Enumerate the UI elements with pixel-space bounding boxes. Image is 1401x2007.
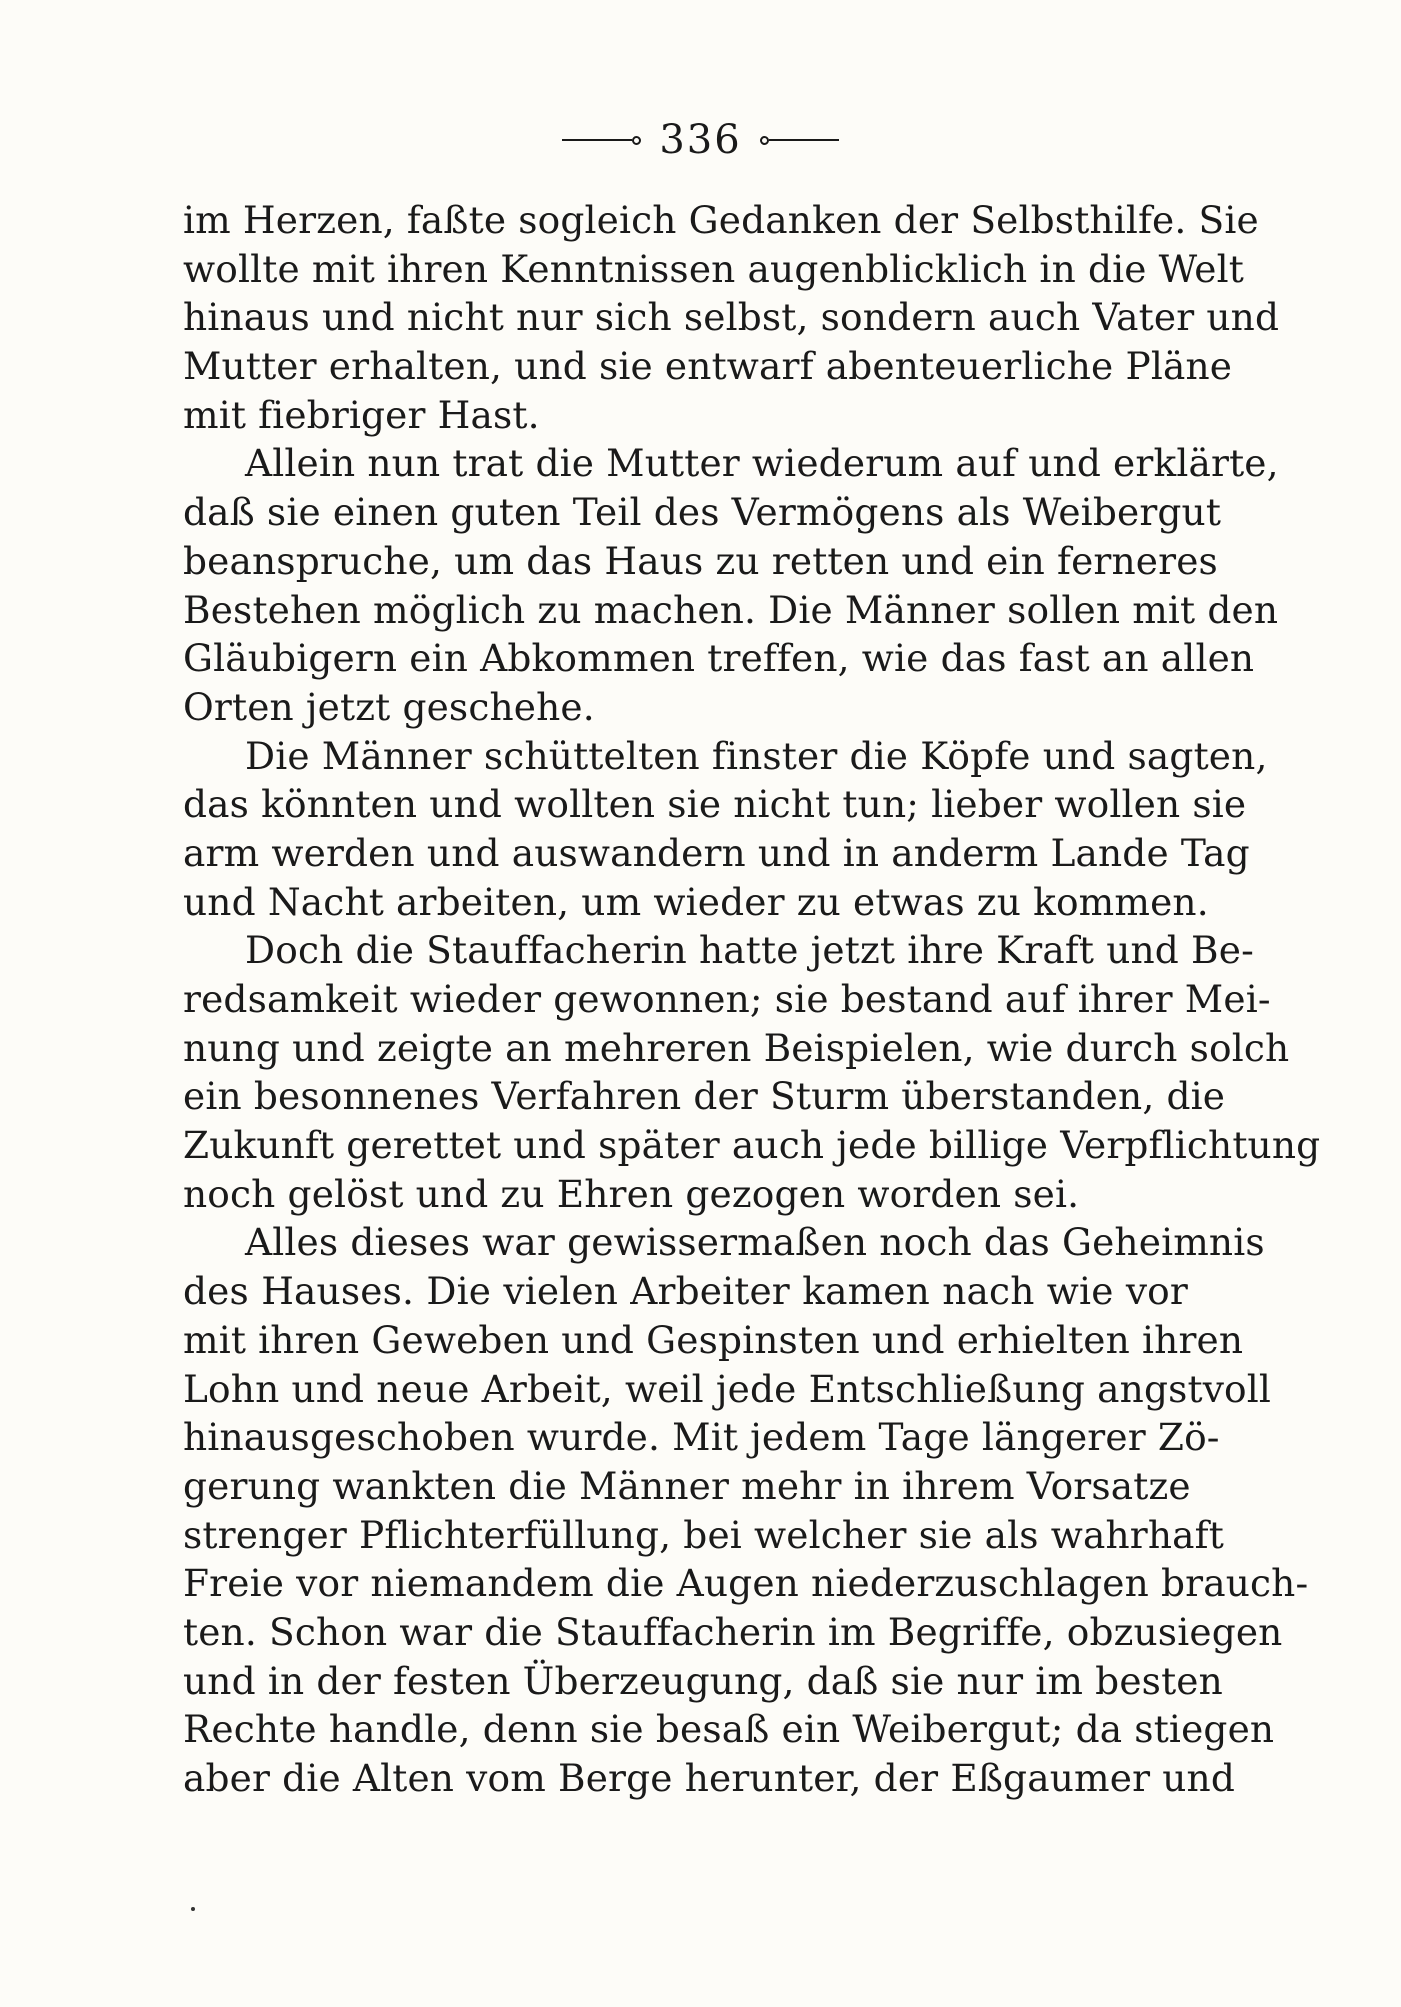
- text-line: strenger Pflichterfüllung, bei welcher sie als wahrhaft: [183, 1512, 1224, 1557]
- text-line: beanspruche, um das Haus zu retten und ein ferneres: [183, 538, 1218, 583]
- text-line: Allein nun trat die Mutter wiederum auf und erklärte,: [245, 441, 1279, 486]
- text-line: Bestehen möglich zu machen. Die Männer sollen mit den: [183, 587, 1279, 632]
- text-line: Zukunft gerettet und später auch jede billige Verpflichtung: [183, 1123, 1321, 1168]
- text-line: Die Männer schüttelten finster die Köpfe und sagten,: [245, 733, 1268, 778]
- page-number: 336: [659, 117, 742, 163]
- text-line: hinaus und nicht nur sich selbst, sondern auch Vater und: [183, 295, 1280, 340]
- text-line: Lohn und neue Arbeit, weil jede Entschließung angstvoll: [183, 1366, 1272, 1411]
- text-line: wollte mit ihren Kenntnissen augenblicklich in die Welt: [183, 246, 1244, 291]
- text-line: mit fiebriger Hast.: [183, 392, 540, 437]
- text-line: Alles dieses war gewissermaßen noch das Geheimnis: [245, 1220, 1265, 1265]
- text-line: und Nacht arbeiten, um wieder zu etwas zu kommen.: [183, 879, 1209, 924]
- left-ornament: [562, 136, 641, 145]
- text-line: ein besonnenes Verfahren der Sturm überstanden, die: [183, 1074, 1226, 1119]
- text-line: des Hauses. Die vielen Arbeiter kamen nach wie vor: [183, 1269, 1188, 1314]
- text-line: noch gelöst und zu Ehren gezogen worden sei.: [183, 1171, 1080, 1216]
- text-line: arm werden und auswandern und in anderm Lande Tag: [183, 830, 1250, 875]
- text-line: Freie vor niemandem die Augen niederzuschlagen brauch-: [183, 1561, 1309, 1606]
- text-line: Gläubigern ein Abkommen treffen, wie das fast an allen: [183, 636, 1255, 681]
- body-text: [183, 196, 1321, 1803]
- text-line: daß sie einen guten Teil des Vermögens als Weibergut: [183, 490, 1222, 535]
- text-line: Mutter erhalten, und sie entwarf abenteuerliche Pläne: [183, 344, 1233, 389]
- right-ornament: [760, 136, 839, 145]
- text-line: redsamkeit wieder gewonnen; sie bestand auf ihrer Mei-: [183, 977, 1271, 1021]
- text-line: Doch die Stauffacherin hatte jetzt ihre Kraft und Be-: [245, 928, 1254, 973]
- text-line: aber die Alten vom Berge herunter, der Eßgaumer und: [183, 1756, 1235, 1800]
- text-line: hinausgeschoben wurde. Mit jedem Tage längerer Zö-: [183, 1415, 1220, 1460]
- text-line: Rechte handle, denn sie besaß ein Weibergut; da stiegen: [183, 1707, 1275, 1752]
- page-header: [0, 117, 1401, 163]
- text-line: ten. Schon war die Stauffacherin im Begriffe, obzusiegen: [183, 1609, 1283, 1654]
- text-line: nung und zeigte an mehreren Beispielen, wie durch solch: [183, 1025, 1290, 1070]
- text-line: das könnten und wollten sie nicht tun; lieber wollen sie: [183, 782, 1247, 827]
- text-line: Orten jetzt geschehe.: [183, 684, 595, 729]
- text-line: mit ihren Geweben und Gespinsten und erhielten ihren: [183, 1317, 1244, 1362]
- text-line: im Herzen, faßte sogleich Gedanken der Selbsthilfe. Sie: [183, 198, 1259, 242]
- text-line: und in der festen Überzeugung, daß sie nur im besten: [183, 1658, 1223, 1703]
- text-line: gerung wankten die Männer mehr in ihrem Vorsatze: [183, 1463, 1191, 1508]
- ink-speck: [191, 1907, 195, 1911]
